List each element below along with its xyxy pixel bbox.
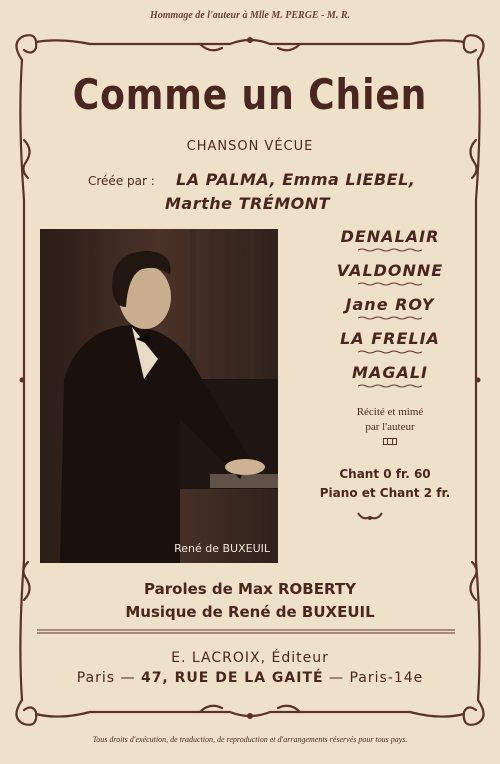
performer-name: LA FRELIA [340, 329, 440, 348]
photo-signature: René de BUXEUIL [174, 542, 270, 555]
address-street: 47, RUE DE LA GAITÉ [140, 670, 324, 686]
wavy-rule [358, 384, 422, 388]
performer-name: MAGALI [352, 363, 428, 382]
performers-list [300, 226, 480, 396]
divider [37, 629, 455, 634]
performer-item [300, 294, 480, 328]
portrait-illustration [40, 229, 278, 563]
price-chant: Chant 0 fr. 60 [339, 467, 431, 481]
wavy-rule [358, 282, 422, 286]
music-credit: Musique de René de BUXEUIL [125, 603, 375, 621]
wavy-rule [358, 316, 422, 320]
recite-line-2: par l'auteur [365, 421, 415, 433]
recite-note [300, 405, 480, 450]
publisher: E. LACROIX, Éditeur [171, 650, 329, 666]
address-city: Paris [76, 670, 116, 686]
creators-line-1: LA PALMA, Emma LIEBEL, [176, 170, 416, 189]
prices [290, 465, 480, 503]
wavy-rule [358, 350, 422, 354]
publisher-address: Paris — 47, RUE DE LA GAITÉ — Paris-14e [76, 670, 424, 686]
created-by-label: Créée par : [88, 174, 155, 188]
performer-name: DENALAIR [340, 227, 440, 246]
scroll-ornament-icon [357, 511, 383, 523]
song-subtitle: CHANSON VÉCUE [186, 139, 314, 154]
performer-item [300, 226, 480, 260]
performer-item [300, 362, 480, 396]
portrait-photo [40, 229, 278, 563]
credits [0, 578, 500, 624]
performer-item [300, 328, 480, 362]
performer-item [300, 260, 480, 294]
address-district: Paris-14e [349, 670, 424, 686]
lyrics-credit: Paroles de Max ROBERTY [144, 580, 356, 598]
recite-line-1: Récité et mimé [356, 406, 424, 418]
song-title: Comme un Chien [72, 70, 428, 119]
small-ornament-icon [383, 438, 397, 445]
wavy-rule [358, 248, 422, 252]
performer-name: VALDONNE [336, 261, 444, 280]
performer-name: Jane ROY [345, 295, 435, 314]
price-piano: Piano et Chant 2 fr. [319, 486, 451, 500]
rights-notice: Tous droits d'exécution, de traduction, de reproduction et d'arrangements réservés pour tous pays. [92, 735, 408, 744]
creators-line-2: Marthe TRÉMONT [165, 194, 331, 213]
dedication: Hommage de l'auteur à Mlle M. PERGE - M. R. [149, 10, 350, 21]
